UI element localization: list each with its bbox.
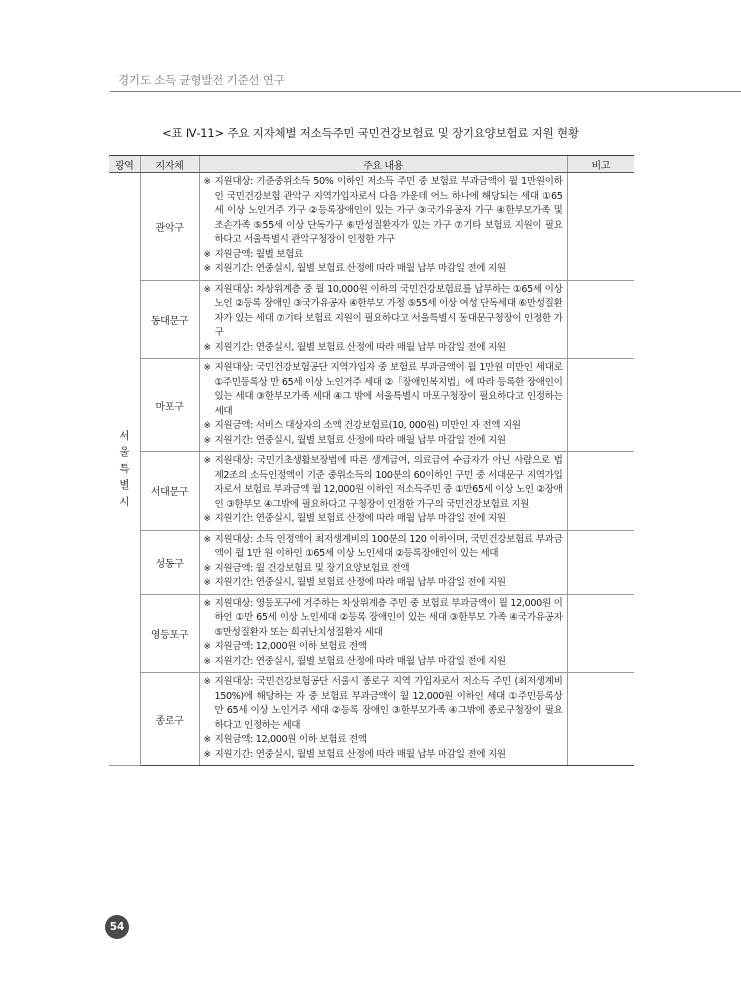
page-number: 54: [105, 915, 129, 939]
content-cell: [199, 594, 567, 673]
content-item: [204, 175, 563, 248]
content-item: [204, 454, 563, 512]
remarks-cell: [567, 359, 634, 452]
reference-mark: ※: [203, 249, 211, 260]
region-cell: [109, 173, 140, 766]
content-item: [204, 640, 563, 655]
content-item: [204, 419, 563, 434]
content-item-text: 지원금액: 12,000원 이하 보험료 전액: [214, 734, 367, 745]
reference-mark: ※: [203, 749, 211, 760]
reference-mark: ※: [203, 534, 211, 545]
reference-mark: ※: [203, 677, 211, 687]
reference-mark: ※: [203, 421, 211, 431]
reference-mark: ※: [203, 578, 211, 588]
content-item-text: 지원금액: 서비스 대상자의 소액 건강보험료(10, 000원) 미만인 자 전액 지원: [214, 420, 521, 431]
district-name: 종로구: [140, 673, 199, 766]
reference-mark: ※: [203, 735, 211, 745]
content-item: [204, 361, 563, 419]
table-row: [109, 530, 634, 594]
table-row: [109, 173, 634, 281]
table-header-row: [109, 156, 634, 173]
district-name: 동대문구: [140, 280, 199, 359]
content-item: [204, 341, 563, 356]
content-item: [204, 512, 563, 527]
region-name: 서울특별시: [119, 429, 130, 508]
content-item-text: 지원대상: 차상위계층 중 월 10,000원 이하의 국민건강보험료를 납부하는 ①65세 이상 노인 ②등록 장애인 ③국가유공자 ④한부모 가정 ⑤55세 이상 여성 단독세대 ⑥만성질환자가 있는 세대 ⑦기타 보험료 지원이 필요하다고 서울특별시 동대문구청장이 인정한 가구: [214, 283, 563, 338]
reference-mark: ※: [203, 264, 211, 274]
reference-mark: ※: [203, 642, 211, 652]
running-header: 경기도 소득 균형발전 기준선 연구: [118, 73, 285, 87]
content-item-text: 지원기간: 연중실시, 월별 보험료 산정에 따라 매월 납부 마감일 전에 지원: [214, 341, 506, 353]
district-name: 성동구: [140, 530, 199, 594]
content-cell: [199, 359, 567, 452]
table-row: [109, 673, 634, 766]
reference-mark: ※: [203, 514, 211, 524]
content-item-text: 지원금액: 12,000원 이하 보험료 전액: [214, 641, 367, 652]
content-item-text: 지원기간: 연중실시, 월별 보험료 산정에 따라 매월 납부 마감일 전에 지원: [214, 655, 506, 667]
reference-mark: ※: [203, 177, 211, 187]
content-item-text: 지원기간: 연중실시, 월별 보험료 산정에 따라 매월 납부 마감일 전에 지원: [214, 263, 506, 274]
district-name: 마포구: [140, 359, 199, 452]
content-item-text: 지원기간: 연중실시, 월별 보험료 산정에 따라 매월 납부 마감일 전에 지원: [214, 748, 506, 760]
district-name: 관악구: [140, 173, 199, 281]
table-row: [109, 280, 634, 359]
header-region: 광역: [109, 156, 140, 173]
content-item: [204, 733, 563, 748]
reference-mark: ※: [203, 363, 211, 373]
content-item-text: 지원대상: 국민기초생활보장법에 따른 생계급여, 의료급여 수급자가 아닌 사람으로 법 제2조의 소득인정액이 기준 중위소득의 100분의 60이하인 구민 중 서대문구 지역가입자로서 보험료 부과금액 월 12,000원 이하인 저소득주민 중 ①만65세 이상 노인 ②장애인 ③한부모 ④그밖에 필요하다고 구청장이 인정한 가구의 국민건강보험료 지원: [214, 455, 563, 510]
remarks-cell: [567, 673, 634, 766]
content-item: [204, 248, 563, 263]
content-item-text: 지원대상: 국민건강보험공단 서울시 종로구 지역 가입자로서 저소득 주민 (최저생계비 150%)에 해당하는 자 중 보험료 부과금액이 월 12,000원 이하인 세대 ①주민등록상 만 65세 이상 노인거주 세대 ②등록 장애인 ③한부모가족 ④그밖에 종로구청장이 필요하다고 인정하는 세대: [214, 676, 563, 731]
content-item-text: 지원기간: 연중실시, 월별 보험료 산정에 따라 매월 납부 마감일 전에 지원: [214, 577, 506, 588]
reference-mark: ※: [203, 342, 211, 353]
reference-mark: ※: [203, 563, 211, 574]
district-name: 영등포구: [140, 594, 199, 673]
table-row: [109, 594, 634, 673]
content-item-text: 지원대상: 소득 인정액이 최저생계비의 100분의 120 이하이며, 국민건강보험료 부과금액이 월 1만 원 이하인 ①65세 이상 노인세대 ②등록장애인이 있는 세대: [214, 533, 563, 559]
content-item-text: 지원대상: 기준중위소득 50% 이하인 저소득 주민 중 보험료 부과금액이 월 1만원이하인 국민건강보험 관악구 지역가입자로서 다음 가운데 어느 하나에 해당되는 세대 ①65세 이상 노인거주 가구 ②등록장애인이 있는 가구 ③국가유공자 가구 ④한부모가족 및 조손가족 ⑤55세 이상 단독가구 ⑥만성질환자가 있는 가구 ⑦기타 보험료 지원이 필요하다고 서울특별시 관악구청장이 인정한 가구: [214, 176, 563, 245]
content-item-text: 지원금액: 월별 보험료: [214, 248, 304, 260]
content-item: [204, 675, 563, 733]
content-item-text: 지원대상: 국민건강보험공단 지역가입자 중 보험료 부과금액이 월 1만원 미만인 세대로 ①주민등록상 만 65세 이상 노인거주 세대 ②「장애인복지법」에 따라 등록한 장애인이 있는 세대 ③한부모가족 세대 ④그 밖에 서울특별시 마포구청장이 필요하다고 인정하는 세대: [214, 362, 563, 417]
remarks-cell: [567, 280, 634, 359]
content-item: [204, 562, 563, 577]
reference-mark: ※: [203, 656, 211, 667]
remarks-cell: [567, 530, 634, 594]
content-item: [204, 283, 563, 341]
header-rule: [110, 91, 741, 92]
content-item: [204, 655, 563, 670]
table-body: [109, 173, 634, 766]
remarks-cell: [567, 173, 634, 281]
remarks-cell: [567, 452, 634, 531]
table-row: [109, 359, 634, 452]
header-content: 주요 내용: [199, 156, 567, 173]
content-cell: [199, 280, 567, 359]
reference-mark: ※: [203, 284, 211, 295]
content-item: [204, 576, 563, 591]
content-item: [204, 533, 563, 562]
support-table: [109, 155, 634, 766]
remarks-cell: [567, 594, 634, 673]
content-item-text: 지원기간: 연중실시, 월별 보험료 산정에 따라 매월 납부 마감일 전에 지원: [214, 513, 506, 524]
reference-mark: ※: [203, 435, 211, 446]
content-cell: [199, 173, 567, 281]
content-cell: [199, 673, 567, 766]
content-item-text: 지원대상: 영등포구에 거주하는 차상위계층 주민 중 보험료 부과금액이 월 12,000원 이하인 ①만 65세 이상 노인세대 ②등록 장애인이 있는 세대 ③한부모 가족 ④국가유공자 ⑤만성질환자 또는 희귀난치성질환자 세대: [214, 597, 563, 638]
content-item-text: 지원금액: 월 건강보험료 및 장기요양보험료 전액: [214, 562, 410, 574]
reference-mark: ※: [203, 598, 211, 609]
content-cell: [199, 530, 567, 594]
reference-mark: ※: [203, 456, 211, 466]
content-item: [204, 748, 563, 763]
content-item: [204, 597, 563, 641]
header-remarks: 비고: [567, 156, 634, 173]
content-item: [204, 434, 563, 449]
header-district: 지자체: [140, 156, 199, 173]
table-row: [109, 452, 634, 531]
content-item: [204, 262, 563, 277]
content-cell: [199, 452, 567, 531]
table-caption: <표 Ⅳ-11> 주요 지자체별 저소득주민 국민건강보험료 및 장기요양보험료 지원 현황: [162, 126, 579, 140]
content-item-text: 지원기간: 연중실시, 월별 보험료 산정에 따라 매월 납부 마감일 전에 지원: [214, 434, 506, 446]
district-name: 서대문구: [140, 452, 199, 531]
